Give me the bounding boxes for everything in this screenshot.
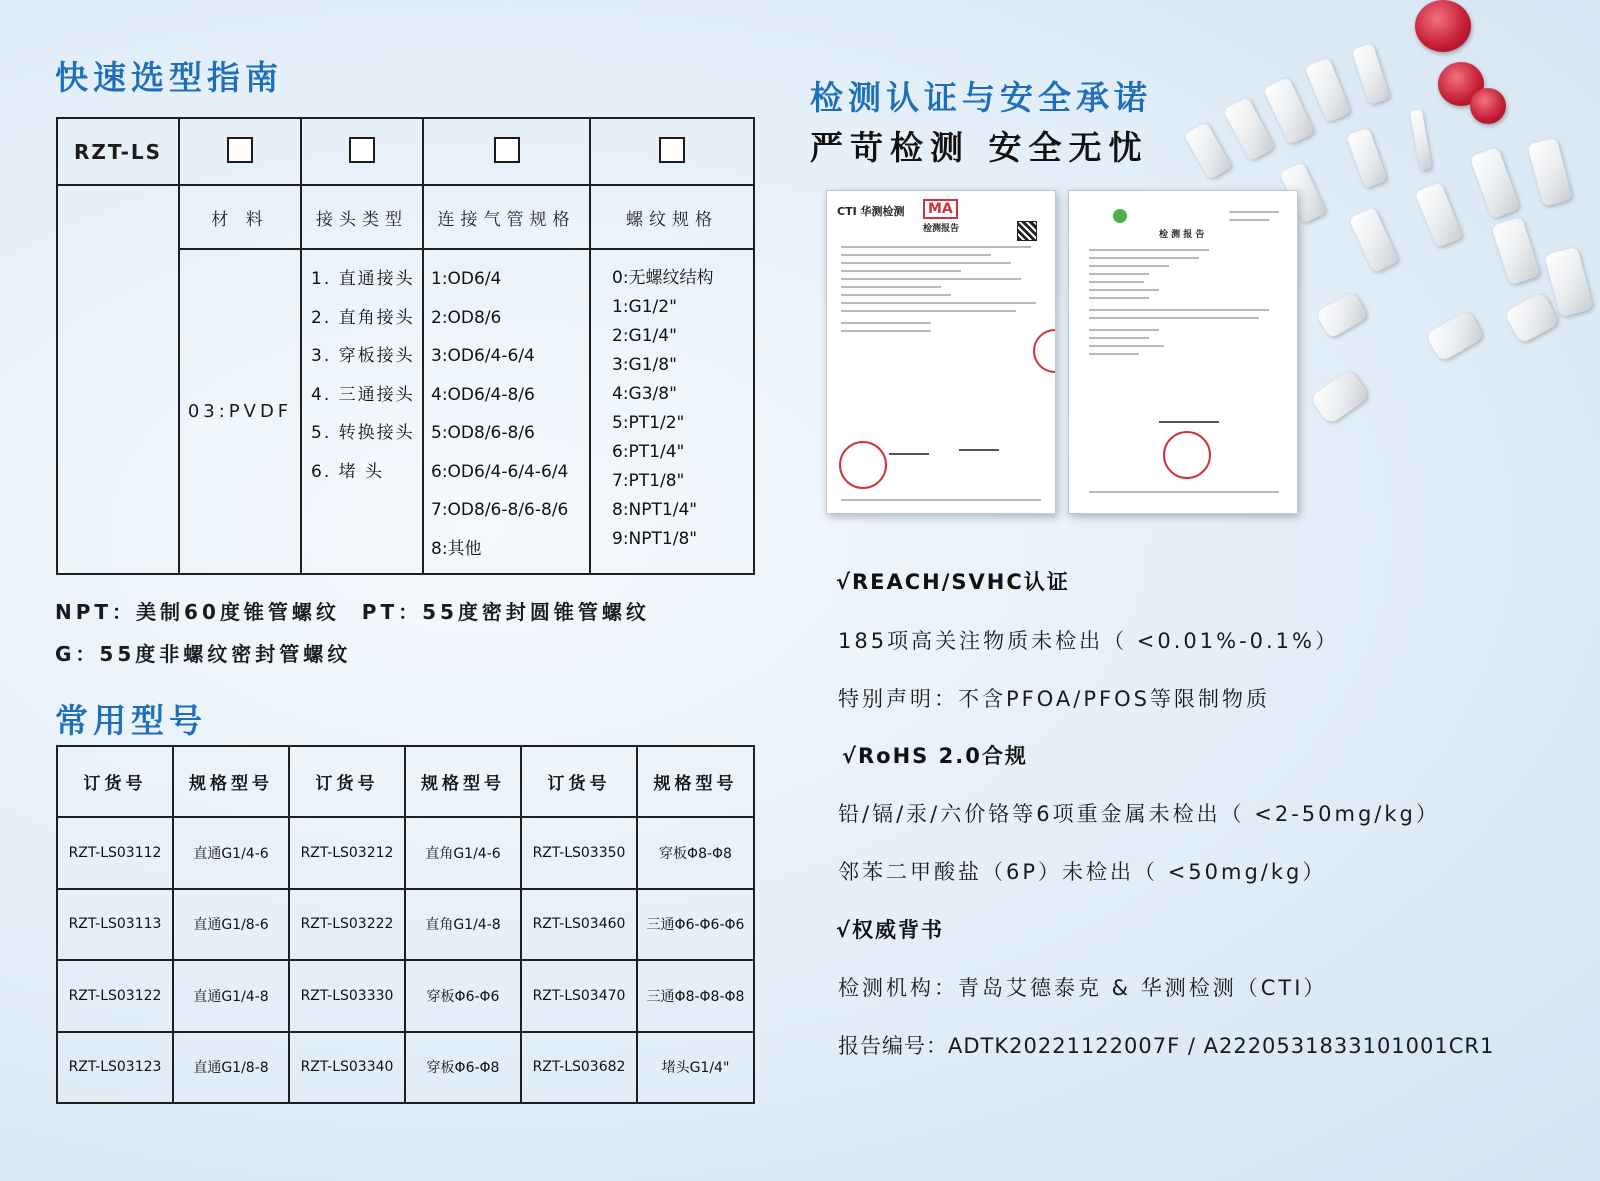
table-row [57, 1032, 754, 1104]
header-material: 材 料 [179, 185, 301, 249]
spec-model: 直通G1/8-8 [173, 1032, 289, 1104]
list-item: 0:无螺纹结构 [612, 268, 714, 288]
fitting-icon [1415, 182, 1463, 248]
list-item: 2. 直角接头 [311, 307, 415, 328]
order-number: RZT-LS03470 [521, 960, 637, 1032]
red-seal-icon [1163, 431, 1211, 479]
fitting-icon [1425, 310, 1484, 363]
fitting-icon [1305, 57, 1352, 122]
thread-note-1: NPT：美制60度锥管螺纹 PT：55度密封圆锥管螺纹 [55, 600, 650, 624]
header-joint-type: 接头类型 [301, 185, 423, 249]
list-item: 1:OD6/4 [431, 269, 502, 289]
header-thread-spec: 螺纹规格 [590, 185, 754, 249]
list-item: 7:PT1/8" [612, 471, 685, 491]
spec-model: 直通G1/8-6 [173, 889, 289, 961]
column-header: 订货号 [521, 746, 637, 817]
list-item: 5:OD8/6-8/6 [431, 423, 535, 443]
cti-logo: CTI 华测检测 [837, 205, 905, 218]
list-item: 5. 转换接头 [311, 423, 415, 443]
fitting-icon [1504, 292, 1560, 344]
table-row [57, 889, 754, 961]
fitting-icon [1349, 207, 1400, 273]
fitting-icon [1346, 128, 1388, 189]
order-number: RZT-LS03682 [521, 1032, 637, 1104]
order-number: RZT-LS03122 [57, 960, 173, 1032]
order-number: RZT-LS03123 [57, 1032, 173, 1104]
model-prefix: RZT-LS [57, 118, 179, 185]
table-row [57, 817, 754, 889]
models-title: 常用型号 [55, 701, 207, 740]
list-item: 7:OD8/6-8/6-8/6 [431, 500, 569, 520]
green-logo-icon [1113, 209, 1127, 223]
list-item: 4. 三通接头 [311, 384, 415, 405]
list-item: 2:OD8/6 [431, 307, 502, 328]
fitting-icon [1263, 77, 1315, 145]
fitting-icon [1410, 109, 1432, 170]
list-item: 8:其他 [431, 538, 482, 559]
guide-title: 快速选型指南 [55, 58, 283, 97]
header-tube-spec: 连接气管规格 [423, 185, 590, 249]
reach-line-1: 185项高关注物质未检出（ <0.01%-0.1%） [838, 629, 1339, 653]
spec-model: 穿板Φ6-Φ6 [405, 960, 521, 1032]
report-title: 检测报告 [923, 224, 960, 234]
cert-subtitle: 严苛检测 安全无忧 [810, 128, 1149, 167]
fitting-icon [1315, 291, 1368, 339]
test-report-adtk [1068, 190, 1298, 514]
red-seal-icon [839, 441, 887, 489]
order-number: RZT-LS03113 [57, 889, 173, 961]
order-number: RZT-LS03112 [57, 817, 173, 889]
common-models-table [56, 745, 755, 1104]
material-code-box [227, 137, 253, 163]
spec-model: 直角G1/4-6 [405, 817, 521, 889]
list-item: 5:PT1/2" [612, 413, 685, 433]
fitting-icon [1352, 43, 1391, 105]
spec-model: 直角G1/4-8 [405, 889, 521, 961]
list-item: 4:G3/8" [612, 384, 677, 404]
fitting-icon [1470, 147, 1521, 219]
thread-spec-list [591, 250, 753, 554]
order-number: RZT-LS03350 [521, 817, 637, 889]
column-header: 规格型号 [637, 746, 754, 817]
column-header: 规格型号 [173, 746, 289, 817]
order-number: RZT-LS03222 [289, 889, 405, 961]
spec-model: 直通G1/4-8 [173, 960, 289, 1032]
tube-code-box [494, 137, 520, 163]
authority-heading: √权威背书 [836, 918, 945, 942]
list-item: 8:NPT1/4" [612, 500, 698, 520]
fitting-icon [1527, 137, 1573, 207]
table-header-row [57, 746, 754, 817]
list-item: 2:G1/4" [612, 326, 677, 346]
list-item: 3. 穿板接头 [311, 346, 415, 366]
column-header: 规格型号 [405, 746, 521, 817]
spec-model: 穿板Φ6-Φ8 [405, 1032, 521, 1104]
red-seal-icon [1033, 329, 1056, 373]
list-item: 6:OD6/4-6/4-6/4 [431, 461, 569, 482]
thread-note-2: G：55度非螺纹密封管螺纹 [55, 642, 352, 666]
red-cap-icon [1415, 0, 1471, 52]
spec-model: 堵头G1/4" [637, 1032, 754, 1104]
reach-line-2: 特别声明：不含PFOA/PFOS等限制物质 [838, 687, 1270, 711]
fitting-icon [1184, 122, 1233, 180]
prefix-spacer-cell [57, 185, 179, 574]
spec-model: 直通G1/4-6 [173, 817, 289, 889]
table-row [57, 960, 754, 1032]
fitting-icon [1223, 97, 1275, 161]
fitting-icon [1310, 369, 1370, 426]
test-report-cti [826, 190, 1056, 514]
tube-spec-list [424, 250, 589, 568]
red-cap-icon [1470, 88, 1506, 124]
rohs-line-1: 铅/镉/汞/六价铬等6项重金属未检出（ <2-50mg/kg） [838, 802, 1440, 826]
order-number: RZT-LS03340 [289, 1032, 405, 1104]
list-item: 6:PT1/4" [612, 442, 685, 462]
authority-line-1: 检测机构：青岛艾德泰克 & 华测检测（CTI） [838, 976, 1328, 1000]
spec-model: 穿板Φ8-Φ8 [637, 817, 754, 889]
rohs-heading: √RoHS 2.0合规 [842, 744, 1028, 768]
order-number: RZT-LS03330 [289, 960, 405, 1032]
joint-code-box [349, 137, 375, 163]
selection-guide-table [56, 117, 755, 575]
list-item: 3:G1/8" [612, 355, 677, 375]
fitting-icon [1544, 247, 1593, 318]
column-header: 订货号 [57, 746, 173, 817]
joint-type-list [302, 250, 422, 491]
list-item: 1:G1/2" [612, 297, 677, 317]
list-item: 3:OD6/4-6/4 [431, 346, 535, 366]
reach-heading: √REACH/SVHC认证 [836, 570, 1070, 594]
list-item: 4:OD6/4-8/6 [431, 384, 535, 405]
qr-code-icon [1017, 221, 1037, 241]
list-item: 6. 堵 头 [311, 461, 385, 482]
order-number: RZT-LS03212 [289, 817, 405, 889]
spec-model: 三通Φ8-Φ8-Φ8 [637, 960, 754, 1032]
authority-line-2: 报告编号：ADTK20221122007F / A2220531833101001CR1 [838, 1034, 1495, 1058]
order-number: RZT-LS03460 [521, 889, 637, 961]
report-title: 检 测 报 告 [1159, 230, 1205, 240]
column-header: 订货号 [289, 746, 405, 817]
fitting-icon [1491, 217, 1541, 286]
thread-code-box [659, 137, 685, 163]
cert-title: 检测认证与安全承诺 [810, 78, 1152, 117]
material-value: 03:PVDF [179, 249, 301, 574]
list-item: 9:NPT1/8" [612, 529, 698, 549]
spec-model: 三通Φ6-Φ6-Φ6 [637, 889, 754, 961]
cma-mark-icon: MA [923, 199, 958, 219]
list-item: 1. 直通接头 [311, 269, 415, 289]
rohs-line-2: 邻苯二甲酸盐（6P）未检出（ <50mg/kg） [838, 860, 1327, 884]
